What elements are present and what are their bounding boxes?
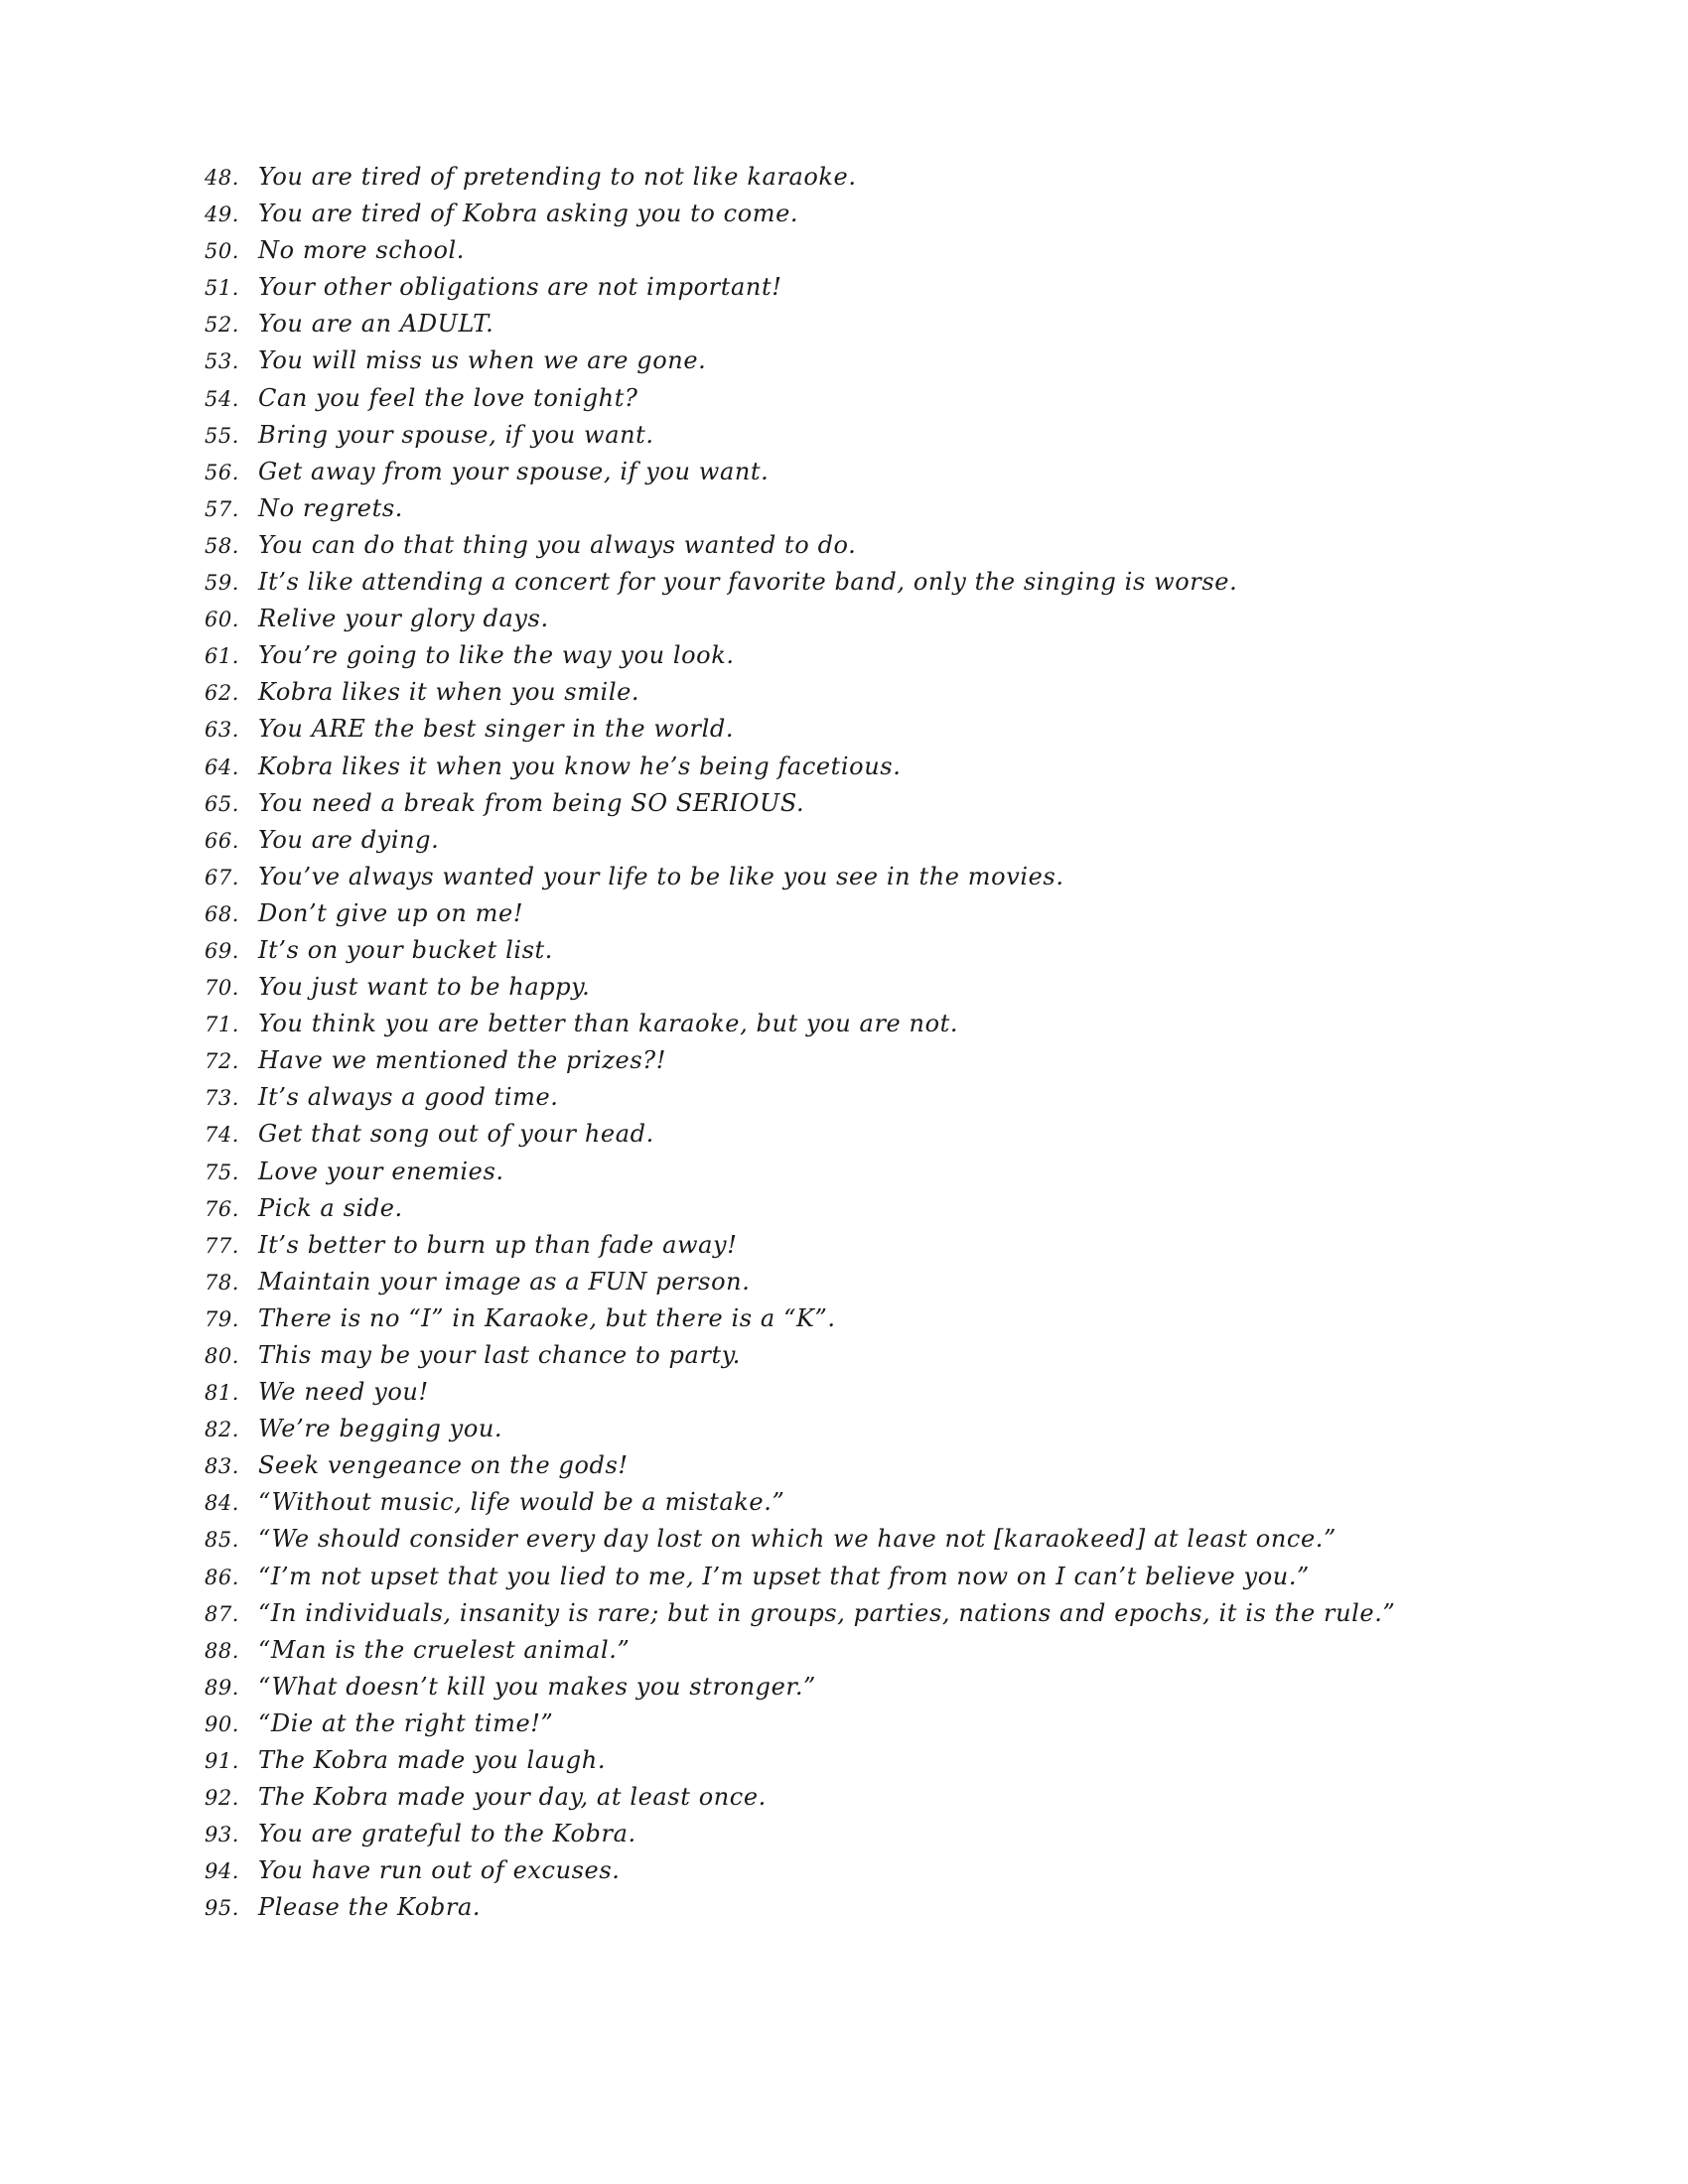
item-number: 69.	[205, 938, 239, 963]
item-text: You just want to be happy.	[258, 973, 591, 1002]
item-text: We need you!	[258, 1378, 429, 1407]
list-item	[205, 1521, 1634, 1558]
list-item	[205, 1595, 1634, 1632]
item-text: “I’m not upset that you lied to me, I’m upset that from now on I can’t believe you.”	[258, 1562, 1310, 1590]
list-item	[205, 454, 1634, 490]
list-item	[205, 417, 1634, 454]
item-text: You’ve always wanted your life to be like you see in the movies.	[258, 862, 1064, 890]
item-number: 92.	[205, 1786, 239, 1811]
item-number: 72.	[205, 1049, 239, 1074]
item-number: 77.	[205, 1233, 239, 1258]
list-item	[205, 1374, 1634, 1411]
item-text: You are tired of Kobra asking you to come.	[258, 200, 799, 228]
item-text: You are an ADULT.	[258, 310, 494, 339]
item-number: 64.	[205, 754, 239, 779]
item-number: 56.	[205, 460, 239, 484]
item-number: 80.	[205, 1344, 239, 1368]
item-number: 53.	[205, 349, 239, 374]
item-text: We’re begging you.	[258, 1415, 503, 1443]
list-item	[205, 564, 1634, 601]
item-number: 50.	[205, 239, 239, 264]
list-item	[205, 380, 1634, 417]
item-text: There is no “I” in Karaoke, but there is a “K”.	[258, 1303, 836, 1332]
list-item	[205, 674, 1634, 711]
list-item	[205, 1154, 1634, 1190]
item-text: You have run out of excuses.	[258, 1856, 621, 1885]
list-item	[205, 1742, 1634, 1779]
list-item	[205, 1079, 1634, 1116]
item-number: 82.	[205, 1418, 239, 1442]
list-item	[205, 932, 1634, 969]
item-number: 85.	[205, 1528, 239, 1553]
list-item	[205, 196, 1634, 232]
item-text: Don’t give up on me!	[258, 898, 524, 927]
list-item	[205, 1116, 1634, 1153]
item-number: 71.	[205, 1013, 239, 1037]
list-item	[205, 490, 1634, 527]
list-item	[205, 822, 1634, 859]
item-text: No regrets.	[258, 493, 403, 522]
item-number: 89.	[205, 1675, 239, 1700]
list-item	[205, 527, 1634, 564]
item-text: You will miss us when we are gone.	[258, 346, 707, 375]
item-number: 51.	[205, 276, 239, 301]
list-item	[205, 1779, 1634, 1816]
item-text: Relive your glory days.	[258, 605, 549, 633]
item-text: Have we mentioned the prizes?!	[258, 1046, 666, 1075]
item-number: 58.	[205, 533, 239, 558]
list-item	[205, 1852, 1634, 1889]
list-item	[205, 1227, 1634, 1264]
list-item	[205, 1411, 1634, 1447]
list-item	[205, 342, 1634, 379]
item-text: “In individuals, insanity is rare; but in groups, parties, nations and epochs, it is the rule.”	[258, 1598, 1396, 1627]
item-text: Kobra likes it when you smile.	[258, 678, 640, 707]
item-text: You can do that thing you always wanted to do.	[258, 530, 857, 559]
list-item	[205, 306, 1634, 342]
list-item	[205, 1816, 1634, 1852]
reasons-list	[205, 159, 1634, 1927]
item-number: 91.	[205, 1749, 239, 1774]
item-number: 87.	[205, 1601, 239, 1626]
item-number: 81.	[205, 1381, 239, 1406]
item-text: It’s better to burn up than fade away!	[258, 1230, 738, 1259]
list-item	[205, 1706, 1634, 1742]
list-item	[205, 1006, 1634, 1042]
item-text: You are tired of pretending to not like karaoke.	[258, 163, 857, 191]
list-item	[205, 1632, 1634, 1669]
item-number: 62.	[205, 681, 239, 706]
list-item	[205, 269, 1634, 306]
item-text: Get that song out of your head.	[258, 1120, 654, 1149]
item-text: No more school.	[258, 236, 466, 265]
item-text: It’s on your bucket list.	[258, 935, 554, 964]
item-number: 83.	[205, 1454, 239, 1479]
item-number: 84.	[205, 1491, 239, 1516]
item-text: The Kobra made you laugh.	[258, 1746, 607, 1775]
item-number: 76.	[205, 1196, 239, 1221]
item-text: Maintain your image as a FUN person.	[258, 1267, 751, 1296]
item-text: “Without music, life would be a mistake.”	[258, 1488, 785, 1517]
list-item	[205, 637, 1634, 674]
list-item	[205, 1484, 1634, 1521]
item-number: 93.	[205, 1823, 239, 1847]
item-number: 95.	[205, 1896, 239, 1921]
item-number: 48.	[205, 166, 239, 190]
list-item	[205, 1447, 1634, 1484]
list-item	[205, 785, 1634, 822]
item-text: You need a break from being SO SERIOUS.	[258, 788, 805, 817]
item-number: 54.	[205, 386, 239, 411]
item-text: Love your enemies.	[258, 1157, 504, 1185]
item-text: You think you are better than karaoke, but you are not.	[258, 1010, 959, 1038]
item-number: 75.	[205, 1160, 239, 1184]
item-number: 61.	[205, 644, 239, 669]
list-item	[205, 1190, 1634, 1227]
list-item	[205, 969, 1634, 1006]
list-item	[205, 895, 1634, 932]
item-number: 78.	[205, 1270, 239, 1295]
item-number: 49.	[205, 203, 239, 227]
item-text: “Die at the right time!”	[258, 1708, 554, 1737]
list-item	[205, 1300, 1634, 1337]
item-text: Seek vengeance on the gods!	[258, 1451, 629, 1480]
item-number: 88.	[205, 1638, 239, 1663]
item-text: It’s like attending a concert for your favorite band, only the singing is worse.	[258, 568, 1238, 597]
item-text: You are grateful to the Kobra.	[258, 1820, 636, 1848]
item-text: This may be your last chance to party.	[258, 1341, 741, 1369]
item-number: 52.	[205, 313, 239, 338]
item-text: Can you feel the love tonight?	[258, 383, 638, 412]
list-item	[205, 749, 1634, 785]
list-item	[205, 232, 1634, 269]
item-text: It’s always a good time.	[258, 1083, 559, 1112]
item-number: 65.	[205, 791, 239, 816]
item-text: Your other obligations are not important!	[258, 273, 782, 302]
list-item	[205, 1889, 1634, 1926]
item-text: Please the Kobra.	[258, 1893, 482, 1922]
list-item	[205, 711, 1634, 748]
item-text: Bring your spouse, if you want.	[258, 420, 654, 449]
list-item	[205, 859, 1634, 895]
item-number: 57.	[205, 496, 239, 521]
item-number: 55.	[205, 423, 239, 448]
list-item	[205, 1264, 1634, 1300]
item-number: 90.	[205, 1711, 239, 1736]
list-item	[205, 1559, 1634, 1595]
list-item	[205, 1337, 1634, 1374]
item-number: 73.	[205, 1086, 239, 1111]
item-text: “What doesn’t kill you makes you stronger.”	[258, 1672, 816, 1701]
list-item	[205, 159, 1634, 196]
item-text: The Kobra made your day, at least once.	[258, 1783, 767, 1812]
item-text: Kobra likes it when you know he’s being facetious.	[258, 751, 902, 780]
item-text: “Man is the cruelest animal.”	[258, 1635, 631, 1664]
item-number: 68.	[205, 901, 239, 926]
item-number: 66.	[205, 828, 239, 853]
list-item	[205, 601, 1634, 637]
item-number: 86.	[205, 1565, 239, 1589]
list-item	[205, 1042, 1634, 1079]
list-item	[205, 1669, 1634, 1706]
item-number: 59.	[205, 571, 239, 596]
item-text: You are dying.	[258, 825, 440, 854]
item-number: 74.	[205, 1123, 239, 1148]
item-number: 79.	[205, 1306, 239, 1331]
item-number: 94.	[205, 1859, 239, 1884]
item-text: You ARE the best singer in the world.	[258, 715, 735, 744]
item-text: You’re going to like the way you look.	[258, 641, 735, 670]
item-text: Pick a side.	[258, 1193, 403, 1222]
item-number: 60.	[205, 608, 239, 632]
item-number: 70.	[205, 976, 239, 1001]
item-text: Get away from your spouse, if you want.	[258, 457, 770, 485]
item-number: 63.	[205, 718, 239, 743]
item-number: 67.	[205, 865, 239, 889]
item-text: “We should consider every day lost on which we have not [karaokeed] at least once.”	[258, 1525, 1336, 1554]
